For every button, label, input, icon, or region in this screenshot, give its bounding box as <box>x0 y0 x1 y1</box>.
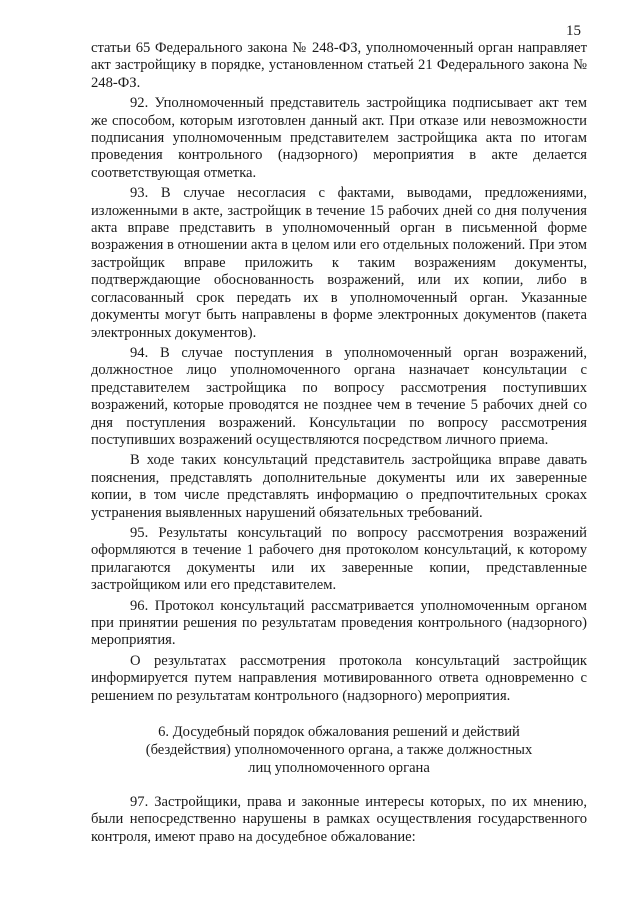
section-heading-line-3: лиц уполномоченного органа <box>248 760 430 777</box>
paragraph-96: 96. Протокол консультаций рассматривается уполномоченным органом при принятии решения по результатам проведения контрольного (надзорного) мероприятия. <box>91 597 587 649</box>
paragraph-97: 97. Застройщики, права и законные интересы которых, по их мнению, были непосредственно нарушены в рамках осуществления государственного контроля, имеют право на досудебное обжалование: <box>91 794 587 845</box>
document-body <box>91 40 587 846</box>
section-heading-line-2: (бездействия) уполномоченного органа, а также должностных <box>145 742 533 759</box>
paragraph-96-continued: О результатах рассмотрения протокола консультаций застройщик информируется путем направления мотивированного ответа одновременно с решением по результатам контрольного (надзорного) мероприятия. <box>91 652 587 704</box>
paragraph-94: 94. В случае поступления в уполномоченный орган возражений, должностное лицо уполномоченного органа назначает консультации с представителем застройщика по вопросу рассмотрения поступивших возражений, которые проводятся не позднее чем в течение 5 рабочих дней со дня поступления возражений. Консультации по вопросу рассмотрения поступивших возражений осуществляются посредством личного приема. <box>91 344 587 448</box>
paragraph-94-continued: В ходе таких консультаций представитель застройщика вправе давать пояснения, представлять дополнительные документы или их заверенные копии, в том числе представлять информацию о предпочтительных сроках устранения выявленных нарушений обязательных требований. <box>91 452 587 521</box>
page-number: 15 <box>566 23 581 39</box>
paragraph-continuation: статьи 65 Федерального закона № 248-ФЗ, уполномоченный орган направляет акт застройщику в порядке, установленном статьей 21 Федерального закона № 248-ФЗ. <box>91 40 587 91</box>
paragraph-95: 95. Результаты консультаций по вопросу рассмотрения возражений оформляются в течение 1 рабочего дня протоколом консультаций, к которому прилагаются документы или их заверенные копии, представленные застройщиком или его представителем. <box>91 524 587 594</box>
paragraph-92: 92. Уполномоченный представитель застройщика подписывает акт тем же способом, которым изготовлен данный акт. При отказе или невозможности подписания уполномоченным представителем застройщика акта по итогам проведения контрольного (надзорного) мероприятия в акте делается соответствующая отметка. <box>91 95 587 181</box>
section-heading-line-1: 6. Досудебный порядок обжалования решений и действий <box>158 724 520 741</box>
section-6-heading <box>91 723 587 777</box>
paragraph-93: 93. В случае несогласия с фактами, выводами, предложениями, изложенными в акте, застройщик в течение 15 рабочих дней со дня получения акта вправе представить в уполномоченный орган в письменной форме возражения в отношении акта в целом или его отдельных положений. При этом застройщик вправе приложить к таким возражениям документы, подтверждающие обоснованность возражений, или их копии, либо в согласованный срок передать их в уполномоченный орган. Указанные документы могут быть направлены в форме электронных документов (пакета электронных документов). <box>91 185 587 341</box>
